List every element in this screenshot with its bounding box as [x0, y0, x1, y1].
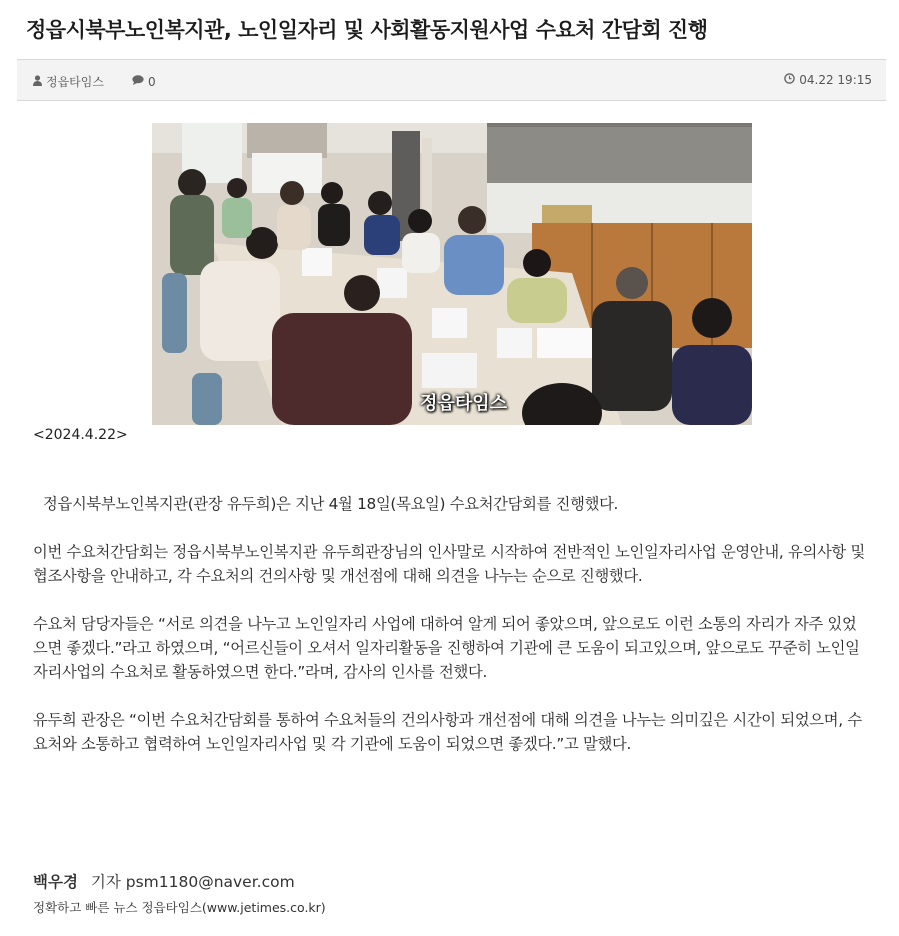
comment-icon [132, 75, 144, 88]
photo-watermark: 정읍타임스 [420, 393, 507, 414]
article-paragraph: 정읍시북부노인복지관(관장 유두희)은 지난 4월 18일(목요일) 수요처간담회를 진행했다. [43, 495, 619, 513]
reporter-name: 백우경 [33, 873, 78, 891]
reporter-contact[interactable]: 기자 psm1180@naver.com [90, 873, 295, 891]
comment-count[interactable]: 0 [147, 74, 156, 89]
article-paragraph: 수요처 담당자들은 “서로 의견을 나누고 노인일자리 사업에 대하여 알게 되어 좋았으며, 앞으로도 이런 소통의 자리가 자주 있었으면 좋겠다.”라고 하였으며, “어르신들이 오셔서 일자리활동을 진행하여 기관에 큰 도움이 되고있으며, 앞으로도 꾸준히 노인일자리사업의 수요처로 활동하였으면 한다.”라며, 감사의 인사를 전했다. [33, 615, 860, 681]
clock-icon [784, 73, 795, 87]
article-headline: 정읍시북부노인복지관, 노인일자리 및 사회활동지원사업 수요처 간담회 진행 [26, 18, 708, 42]
publisher-slogan: 정확하고 빠른 뉴스 정읍타임스(www.jetimes.co.kr) [33, 900, 326, 915]
user-icon [33, 75, 42, 89]
article-paragraph: 이번 수요처간담회는 정읍시북부노인복지관 유두희관장님의 인사말로 시작하여 전반적인 노인일자리사업 운영안내, 유의사항 및 협조사항을 안내하고, 각 수요처의 건의사항 및 개선점에 대해 의견을 나누는 순으로 진행했다. [33, 543, 865, 585]
photo-caption: <2024.4.22> [33, 427, 128, 443]
reporter-byline [33, 870, 295, 892]
article-photo [152, 123, 752, 425]
article-meta-bar [17, 59, 886, 101]
article-body [33, 492, 868, 780]
article-datetime: 04.22 19:15 [799, 73, 872, 87]
article-paragraph: 유두희 관장은 “이번 수요처간담회를 통하여 수요처들의 건의사항과 개선점에 대해 의견을 나누는 의미깊은 시간이 되었으며, 수요처와 소통하고 협력하여 노인일자리사업 및 각 기관에 도움이 되었으면 좋겠다.”고 말했다. [33, 711, 862, 753]
article-source[interactable]: 정읍타임스 [46, 75, 104, 89]
